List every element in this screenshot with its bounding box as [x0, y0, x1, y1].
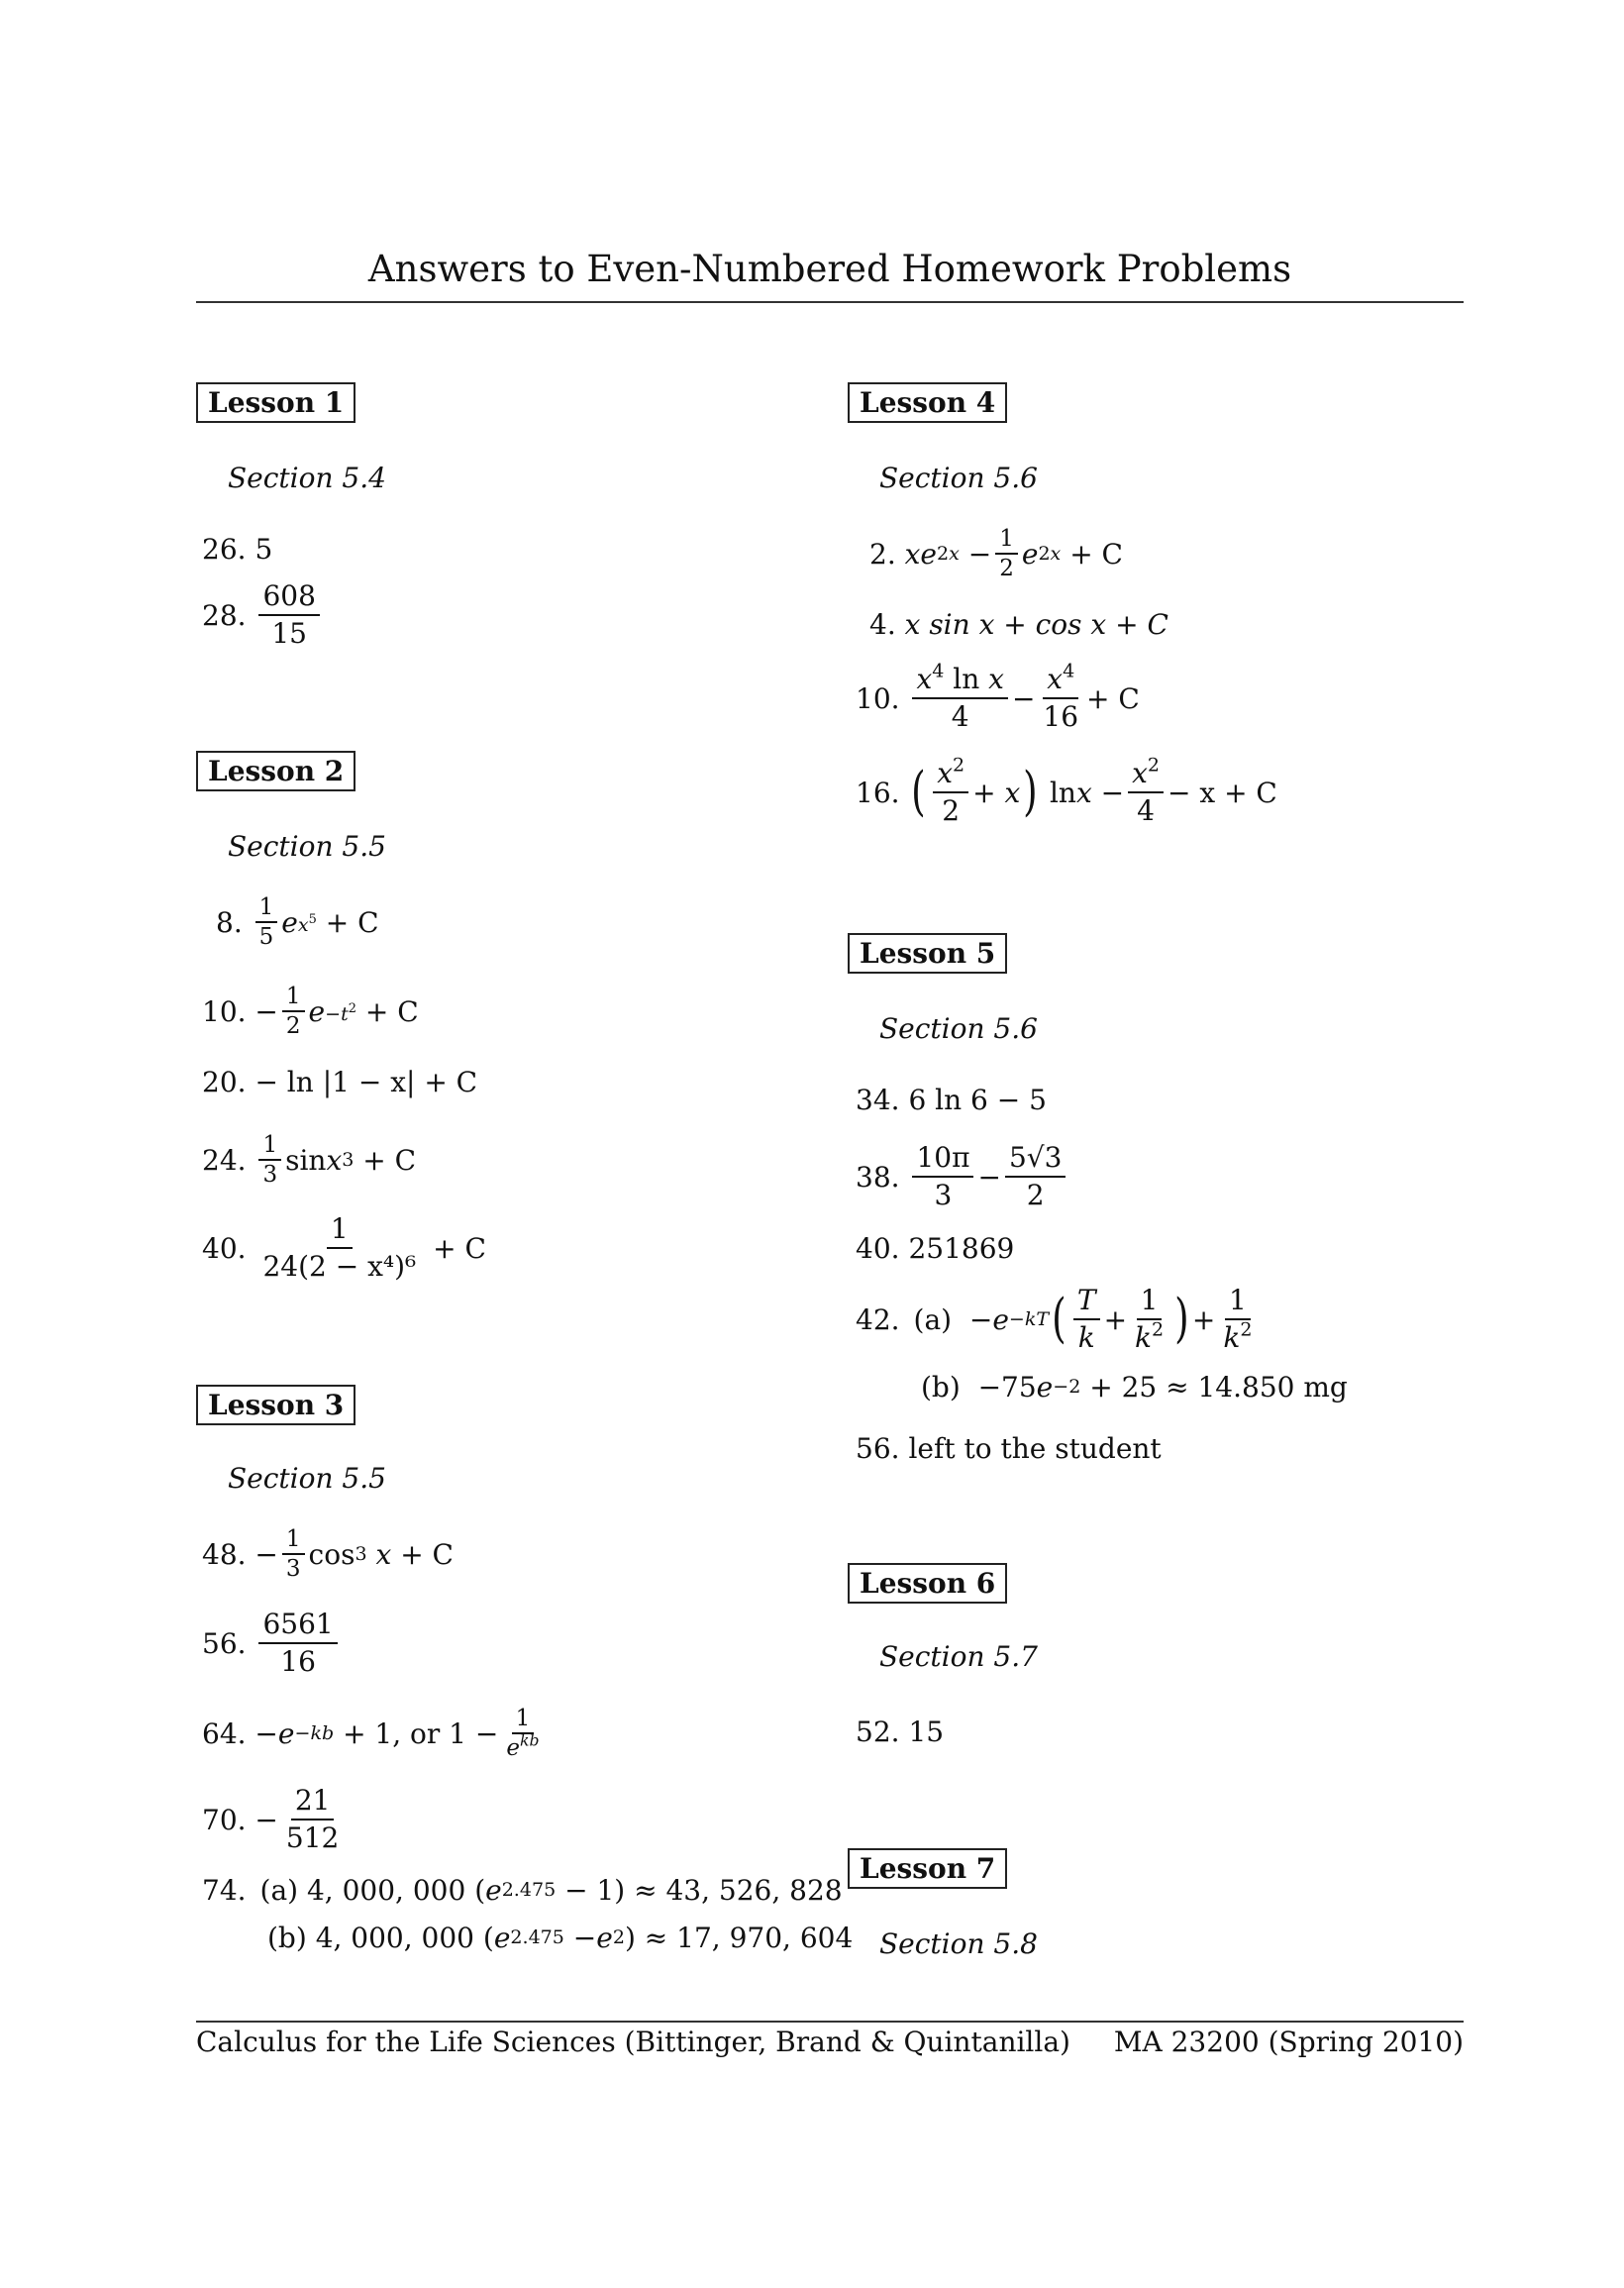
answer-l3-64: 64. − e −kb + 1, or 1 − $\frac{1}{e^{kb}}$ — [202, 1706, 540, 1761]
answer-l2-24: 24. $\frac{1}{3}$ sin x 3 + C — [202, 1132, 417, 1188]
answer-l2-10: 10. − $\frac{1}{2}$ e $-t^2$ + C — [202, 984, 419, 1039]
answer-l4-2: 2. xe 2x − $\frac{1}{2}$ e 2x + C — [869, 526, 1123, 581]
answer-l5-40: 40. 251869 — [856, 1231, 1015, 1265]
answer-l6-52: 52. 15 — [856, 1715, 945, 1748]
lesson-3-section: Section 5.5 — [228, 1462, 386, 1495]
answer-l3-56: 56. $\frac{6561}{16}$ — [202, 1609, 342, 1678]
lesson-1-box: Lesson 1 — [196, 382, 355, 423]
answer-l3-70: 70. − $\frac{21}{512}$ — [202, 1784, 340, 1854]
lesson-3-box: Lesson 3 — [196, 1385, 355, 1425]
footer-book: Calculus for the Life Sciences (Bittinger, Brand & Quintanilla) — [196, 2026, 1070, 2058]
answer-l5-42a: 42. (a) − e −kT ( $\frac{T}{k}$ + $\frac{1}{k^2}$ ) + $\frac{1}{k^2}$ — [856, 1284, 1253, 1354]
title-rule — [196, 301, 1464, 303]
page-title: Answers to Even-Numbered Homework Problems — [367, 248, 1292, 290]
lesson-1-section: Section 5.4 — [228, 462, 386, 494]
answer-l4-4: 4. x sin x + cos x + C — [869, 607, 1168, 641]
answer-l5-56: 56. left to the student — [856, 1431, 1162, 1465]
lesson-5-box: Lesson 5 — [848, 933, 1007, 974]
lesson-4-section: Section 5.6 — [879, 462, 1038, 494]
answer-l1-28: 28. $\frac{608}{15}$ — [202, 580, 324, 650]
answer-l3-74b: (b) 4, 000, 000 ( e 2.475 − e 2 ) ≈ 17, 970, 604 — [267, 1921, 854, 1954]
answer-l5-42b: (b) −75 e −2 + 25 ≈ 14.850 mg — [921, 1370, 1348, 1404]
answer-l2-20: 20. − ln |1 − x| + C — [202, 1065, 478, 1098]
lesson-6-box: Lesson 6 — [848, 1563, 1007, 1604]
lesson-2-section: Section 5.5 — [228, 830, 386, 863]
footer-course: MA 23200 (Spring 2010) — [1113, 2026, 1464, 2058]
lesson-4-box: Lesson 4 — [848, 382, 1007, 423]
lesson-7-box: Lesson 7 — [848, 1848, 1007, 1889]
answer-l4-16: 16. ( $\frac{x^2}{2}$ + x ) ln x − $\frac{x^2}{4}$ − x + C — [856, 754, 1277, 827]
answer-l5-34: 34. 6 ln 6 − 5 — [856, 1083, 1047, 1116]
answer-l3-48: 48. − $\frac{1}{3}$ cos 3 x + C — [202, 1526, 454, 1582]
answer-l3-74a: 74. (a) 4, 000, 000 ( e 2.475 − 1) ≈ 43, 526, 828 — [202, 1873, 843, 1907]
lesson-7-section: Section 5.8 — [879, 1927, 1038, 1960]
lesson-2-box: Lesson 2 — [196, 751, 355, 791]
footer-rule — [196, 2021, 1464, 2023]
answer-l5-38: 38. $\frac{10\pi}{3}$ − $\frac{5√3}{2}$ — [856, 1139, 1069, 1214]
lesson-6-section: Section 5.7 — [879, 1640, 1038, 1673]
answer-l2-40: 40. $\frac{1}{\text{24(2 − x⁴)⁶}}$ + C — [202, 1212, 486, 1283]
lesson-5-section: Section 5.6 — [879, 1012, 1038, 1045]
answer-l4-10: 10. $\frac{x^4 \ln x}{4}$ − $\frac{x^4}{16}$ + C — [856, 660, 1140, 733]
answer-l2-8: 8. $\frac{1}{5}$ e $x^5$ + C — [216, 894, 379, 950]
fraction: $\frac{608}{15}$ — [258, 579, 319, 651]
answer-l1-26: 26. 5 — [202, 532, 273, 566]
